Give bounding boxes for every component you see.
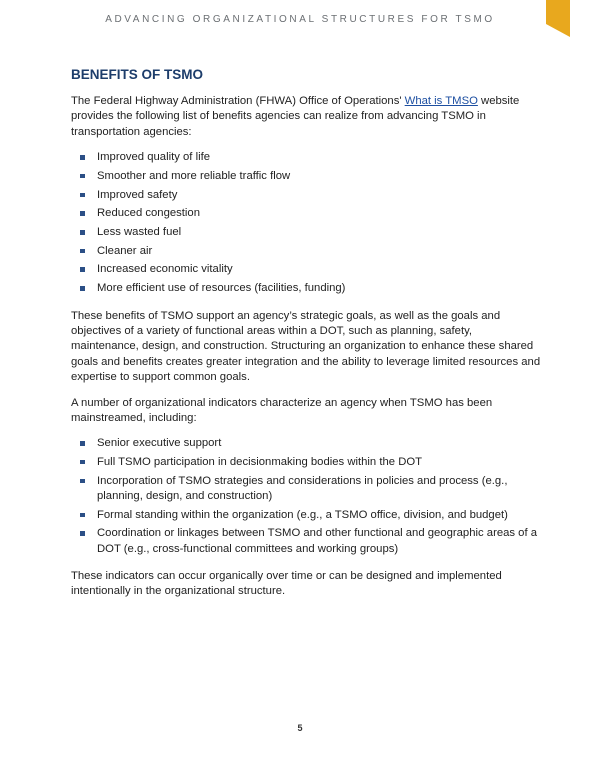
intro-text-start: The Federal Highway Administration (FHWA) Office of Operations' [71, 95, 405, 107]
list-item [71, 244, 541, 259]
intro-text-end: website provides the following list of benefits agencies can realize from advancing TSMO in transportation agencies: [71, 95, 520, 138]
indicators-intro-paragraph: A number of organizational indicators characterize an agency when TSMO has been mainstreamed, including: [71, 396, 493, 424]
list-item [71, 169, 541, 184]
list-item [71, 436, 541, 451]
list-item [71, 262, 541, 277]
list-item-text: Incorporation of TSMO strategies and considerations in policies and process (e.g., planning, design, and construction) [97, 474, 508, 502]
corner-tab-decoration [546, 0, 570, 37]
bullet-square-icon [80, 193, 85, 198]
bullet-square-icon [80, 267, 85, 272]
main-content [71, 67, 541, 610]
list-item [71, 281, 541, 296]
list-item [71, 225, 541, 240]
list-item-text: Smoother and more reliable traffic flow [97, 169, 291, 182]
bullet-square-icon [80, 460, 85, 465]
list-item [71, 188, 541, 203]
section-title: BENEFITS OF TSMO [71, 67, 204, 82]
closing-paragraph: These indicators can occur organically over time or can be designed and implemented intentionally in the organizational structure. [71, 569, 502, 598]
list-item-text: Improved quality of life [97, 151, 211, 164]
list-item-text: Coordination or linkages between TSMO and other functional and geographic areas of a DOT (e.g., cross-functional committees and working groups) [97, 527, 538, 555]
bullet-square-icon [80, 155, 85, 160]
list-item-text: More efficient use of resources (facilities, funding) [97, 282, 346, 295]
benefits-list [71, 150, 541, 296]
list-item-text: Reduced congestion [97, 207, 201, 220]
list-item-text: Senior executive support [97, 437, 222, 450]
list-item [71, 455, 541, 470]
running-header: ADVANCING ORGANIZATIONAL STRUCTURES FOR TSMO [105, 14, 495, 25]
bullet-square-icon [80, 286, 85, 291]
bullet-square-icon [80, 230, 85, 235]
intro-paragraph [71, 94, 541, 140]
bullet-square-icon [80, 441, 85, 446]
list-item [71, 206, 541, 221]
list-item [71, 150, 541, 165]
list-item [71, 474, 541, 505]
bullet-square-icon [80, 513, 85, 518]
bullet-square-icon [80, 479, 85, 484]
bullet-square-icon [80, 211, 85, 216]
list-item-text: Formal standing within the organization (e.g., a TSMO office, division, and budget) [97, 508, 508, 521]
list-item-text: Less wasted fuel [97, 226, 182, 239]
list-item-text: Cleaner air [97, 244, 153, 257]
bullet-square-icon [80, 174, 85, 179]
bullet-square-icon [80, 249, 85, 254]
list-item-text: Full TSMO participation in decisionmaking bodies within the DOT [97, 455, 423, 468]
indicators-list [71, 436, 541, 557]
list-item [71, 508, 541, 523]
support-paragraph: These benefits of TSMO support an agency’s strategic goals, as well as the goals and objectives of a variety of functional areas within a DOT, such as planning, safety, maintenance, design, and construction. Structuring an organization to enhance these shared goals and benefits creates greater integration and the ability to leverage limited resources and expertise to support common goals. [71, 309, 541, 384]
page-number: 5 [297, 723, 303, 733]
list-item-text: Improved safety [97, 188, 178, 201]
what-is-tmso-link[interactable]: What is TMSO [404, 95, 478, 107]
bullet-square-icon [80, 531, 85, 536]
list-item-text: Increased economic vitality [97, 263, 233, 276]
list-item [71, 526, 541, 557]
